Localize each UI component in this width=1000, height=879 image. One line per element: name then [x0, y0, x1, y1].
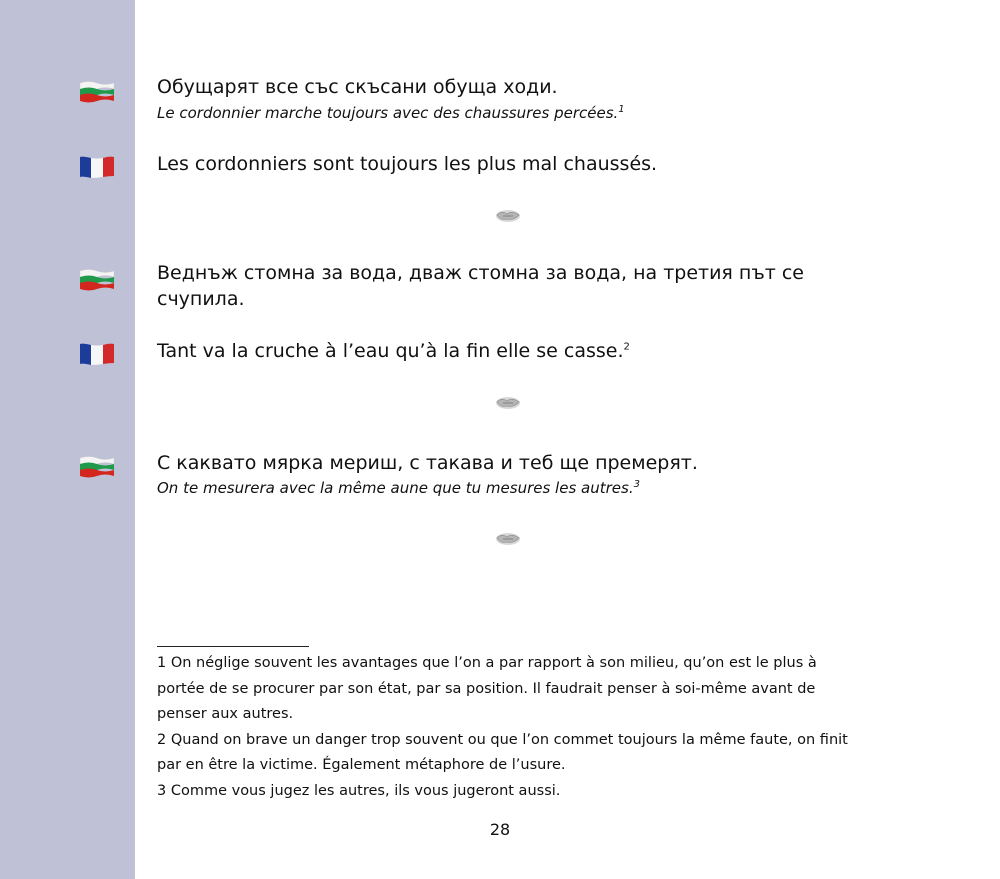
page-number: 28: [489, 820, 511, 839]
footnote-3: 3 Comme vous jugez les autres, ils vous jugeront aussi.: [157, 782, 561, 799]
proverb-fr-2: Tant va la cruche à l’eau qu’à la fin elle se casse.$^2$: [157, 340, 630, 362]
footnote-1: 1 On néglige souvent les avantages que l’on a par rapport à son milieu, qu’on est le plus à portée de se procurer par son état, par sa position. Il faudrait penser à soi-même avant de penser aux autres.: [157, 655, 817, 722]
bg-flag-icon: [79, 455, 115, 479]
proverb-bg-1: Обущарят все със скъсани обуща ходи.: [157, 76, 558, 98]
footnotes: [157, 651, 857, 804]
translation-1: Le cordonnier marche toujours avec des chaussures percées.$^1$: [157, 104, 625, 122]
footnote-ref-2: 2: [623, 341, 630, 353]
footnote-2: 2 Quand on brave un danger trop souvent ou que l’on commet toujours la même faute, on finit par en être la victime. Également métaphore de l’usure.: [157, 731, 848, 773]
translation-3: On te mesurera avec la même aune que tu mesures les autres.$^3$: [157, 479, 640, 497]
handshake-icon: [493, 205, 523, 227]
bg-flag-icon: [79, 80, 115, 104]
proverb-bg-3: С каквато мярка мериш, с такава и теб ще премерят.: [157, 452, 698, 474]
handshake-icon: [493, 392, 523, 414]
footnote-rule: [157, 646, 309, 647]
handshake-icon: [493, 528, 523, 550]
proverb-bg-2: Веднъж стомна за вода, дваж стомна за вода, на третия път се счупила.: [157, 262, 804, 310]
bg-flag-icon: [79, 268, 115, 292]
fr-flag-icon: [79, 342, 115, 366]
proverb-fr-1: Les cordonniers sont toujours les plus mal chaussés.: [157, 153, 658, 175]
footnote-ref-1: 1: [618, 104, 625, 115]
fr-flag-icon: [79, 155, 115, 179]
footnote-ref-3: 3: [633, 479, 640, 490]
side-band: [0, 0, 135, 879]
